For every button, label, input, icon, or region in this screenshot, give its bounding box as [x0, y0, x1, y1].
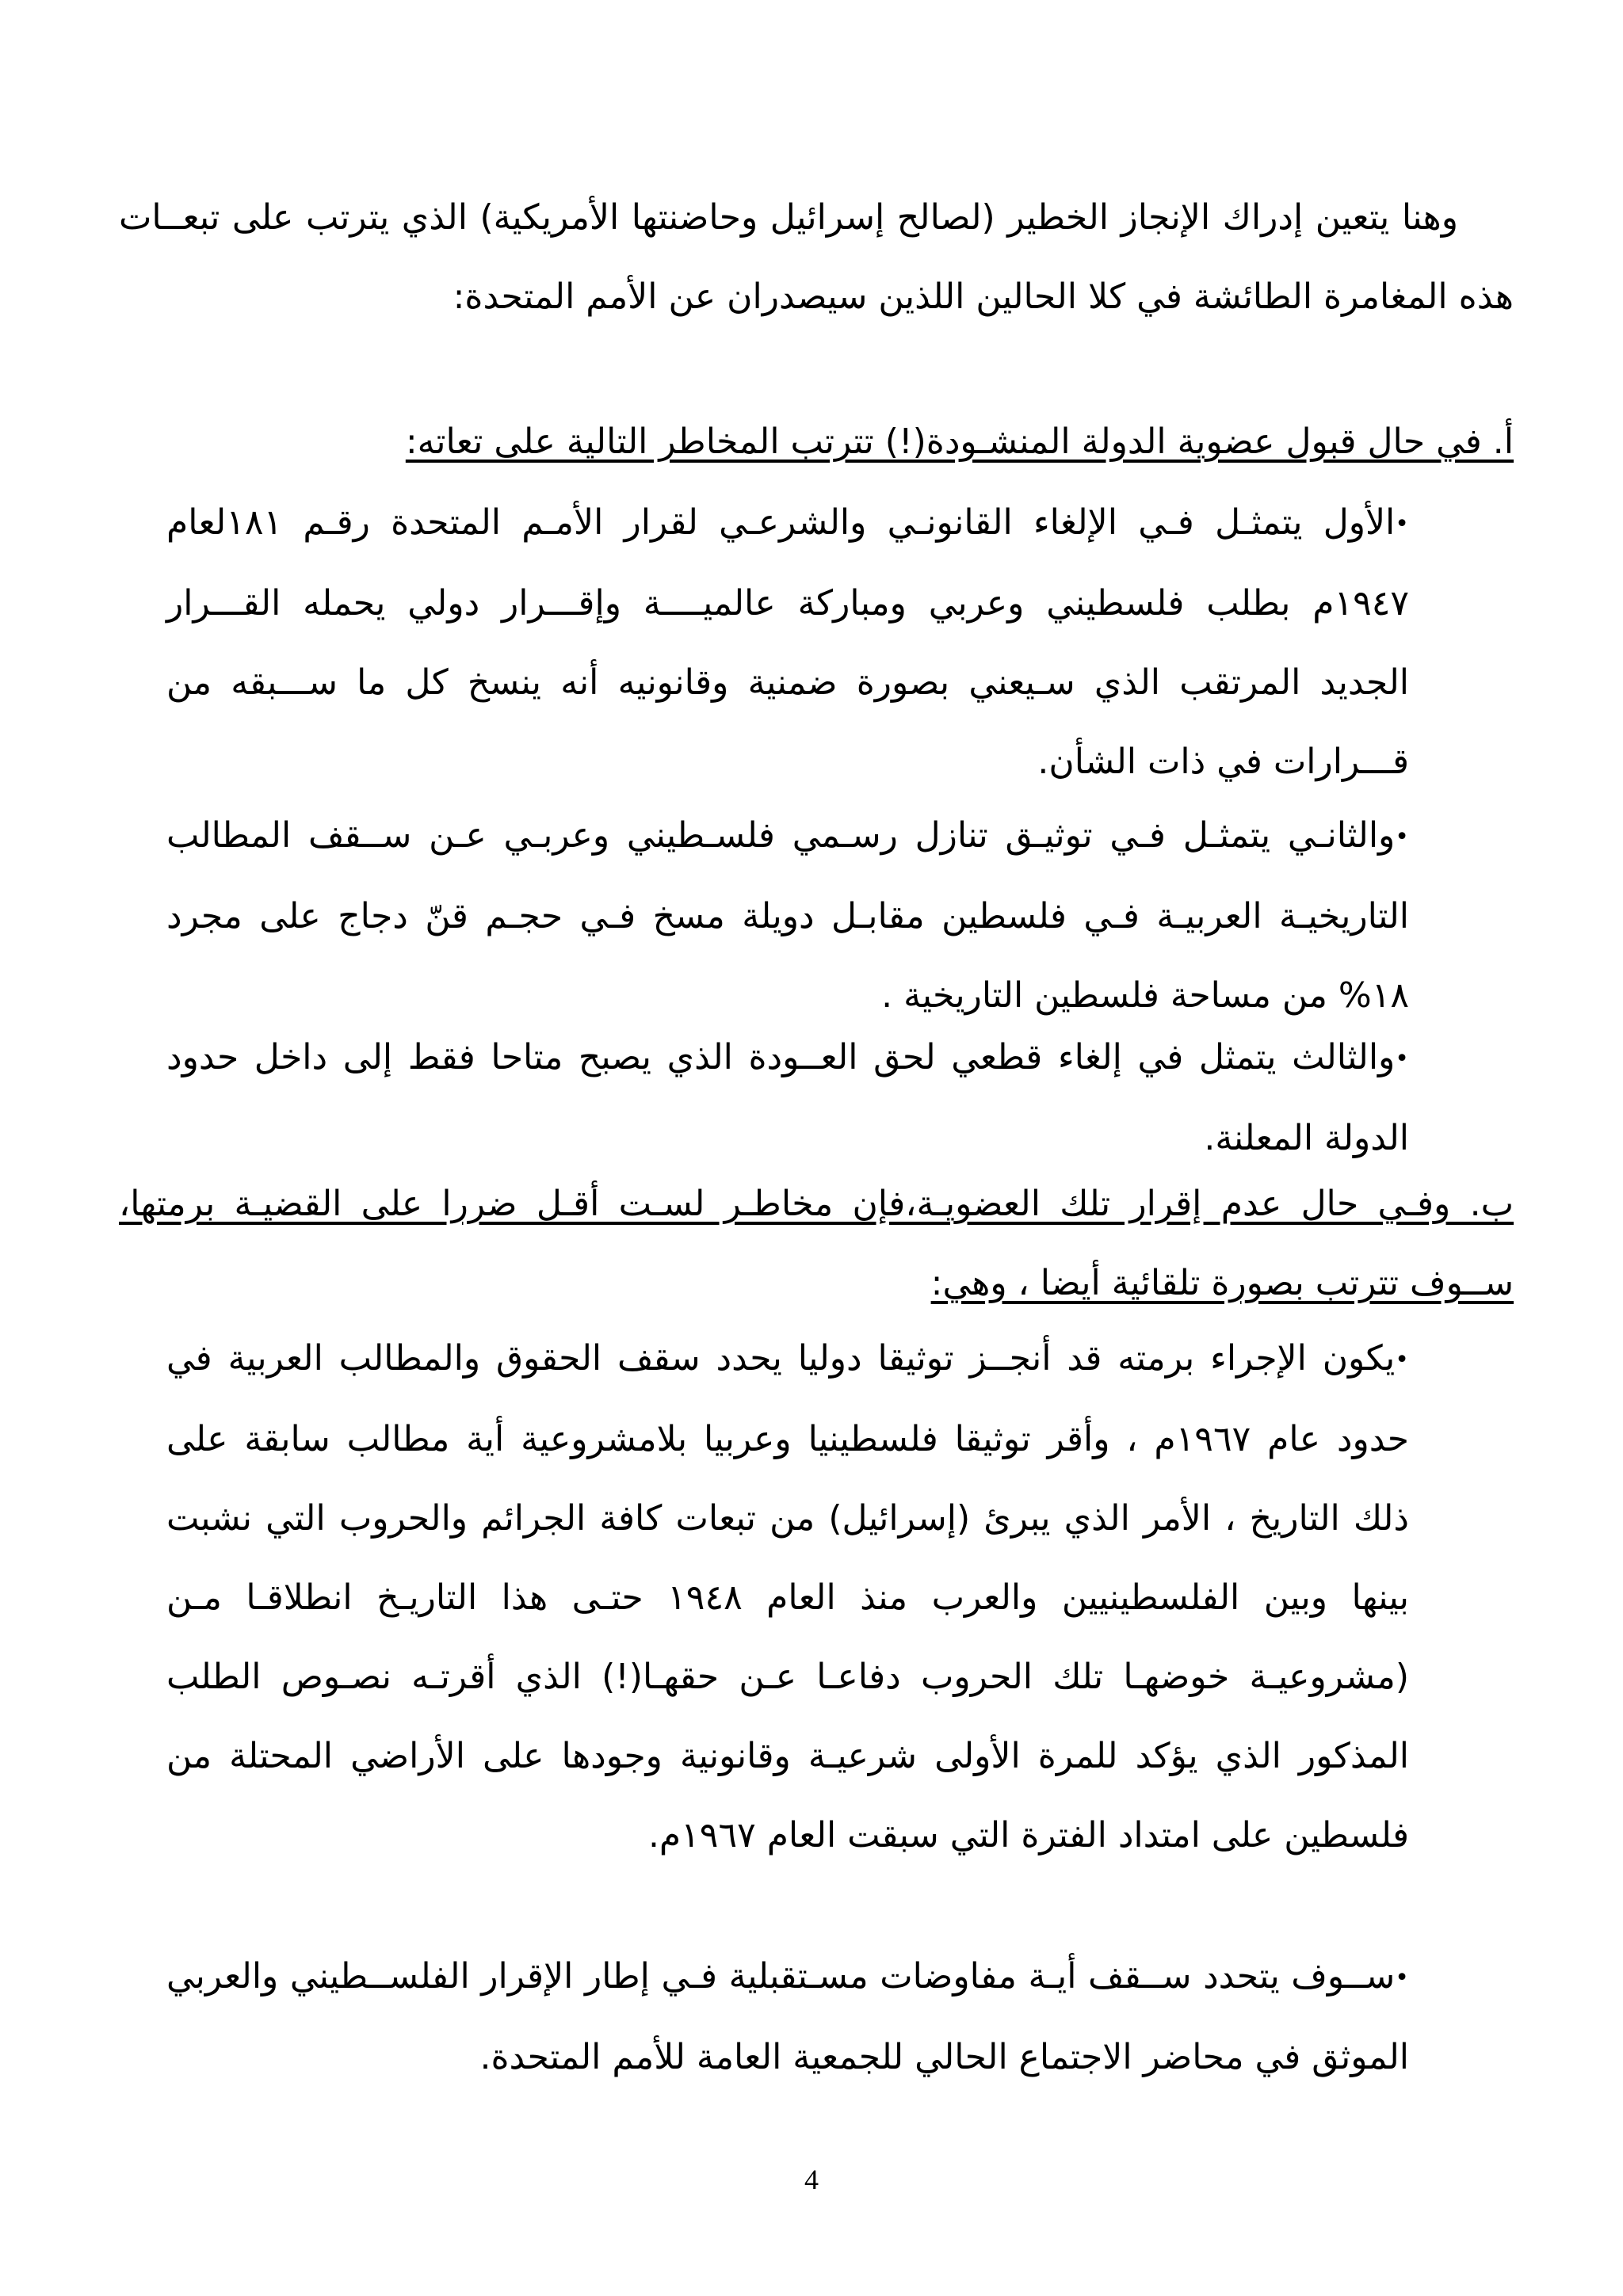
bullet-icon: • — [1395, 1964, 1409, 1992]
section-a-heading: أ. في حال قبول عضوية الدولة المنشـودة(!) تترتب المخاطر التالية على تعاته: — [405, 421, 1514, 462]
bullet-icon: • — [1395, 1045, 1409, 1073]
section-a-bullet-1 — [166, 483, 1409, 802]
section-b-heading: ب. وفـي حال عدم إقرار تلك العضويـة،فإن مخاطـر لسـت أقـل ضررا على القضيـة برمتها، ســوف تترتب بصورة تلقائية أيضا ، وهي: — [119, 1184, 1514, 1303]
intro-text: وهنا يتعين إدراك الإنجاز الخطير (لصالح إسرائيل وحاضنتها الأمريكية) الذي يترتب على تبعــات هذه المغامرة الطائشة في كلا الحالين اللذين سيصدران عن الأمم المتحدة: — [119, 197, 1514, 317]
bullet-icon: • — [1395, 823, 1409, 851]
section-a-bullet-2 — [166, 796, 1409, 1035]
bullet-icon: • — [1395, 1346, 1409, 1374]
section-b-bullet-1 — [166, 1319, 1409, 1875]
bullet-icon: • — [1395, 510, 1409, 538]
page-number: 4 — [804, 2164, 819, 2195]
bullet-text: يكون الإجراء برمته قد أنجــز توثيقا دوليا يحدد سقف الحقوق والمطالب العربية في حدود عام ١٩٦٧م ، وأقر توثيقا فلسطينيا وعربيا بلامشروعية أية مطالب سابقة على ذلك التاريخ ، الأمر الذي يبرئ (إسرائيل) من تبعات كافة الجرائم والحروب التي نشبت بينها وبين الفلسطينيين والعرب منذ العام ١٩٤٨ حتـى هذا التاريـخ انطلاقـا مـن (مشروعيـة خوضهـا تلك الحروب دفاعـا عـن حقهـا(!) الذي أقرتـه نصـوص الطلب المذكور الذي يؤكد للمرة الأولى شرعيـة وقانونية وجودها على الأراضي المحتلة من فلسطين على امتداد الفترة التي سبقت العام ١٩٦٧م. — [166, 1338, 1410, 1855]
bullet-text: والثالث يتمثل في إلغاء قطعي لحق العــودة الذي يصبح متاحا فقط إلى داخل حدود الدولة المعلنة. — [166, 1037, 1409, 1158]
intro-paragraph — [119, 178, 1514, 337]
section-a-bullet-3 — [166, 1018, 1409, 1178]
bullet-text: الأول يتمثـل فـي الإلغاء القانونـي والشرعـي لقرار الأمـم المتحدة رقـم ١٨١لعام ١٩٤٧م بطلب فلسطيني وعربي ومباركة عالميــــة وإقـــرار دولي يحمله القـــرار الجديد المرتقب الذي سـيعني بصورة ضمنية وقانونيه أنه ينسخ كل ما ســـبقه من قـــرارات في ذات الشأن. — [166, 502, 1409, 782]
bullet-text: ســوف يتحدد ســقف أيـة مفاوضات مسـتقبلية فـي إطار الإقرار الفلســطيني والعربي الموثق في محاضر الاجتماع الحالي للجمعية العامة للأمم المتحدة. — [166, 1956, 1409, 2077]
bullet-text: والثانـي يتمثـل فـي توثيـق تنازل رسـمي فلسـطيني وعربـي عـن ســقف المطالب التاريخيـة العربيـة فـي فلسطين مقابـل دويلة مسخ فـي حجـم قنّ دجاج على مجرد ١٨% من مساحة فلسطين التاريخية . — [166, 815, 1409, 1016]
section-b-bullet-2 — [166, 1937, 1409, 2097]
